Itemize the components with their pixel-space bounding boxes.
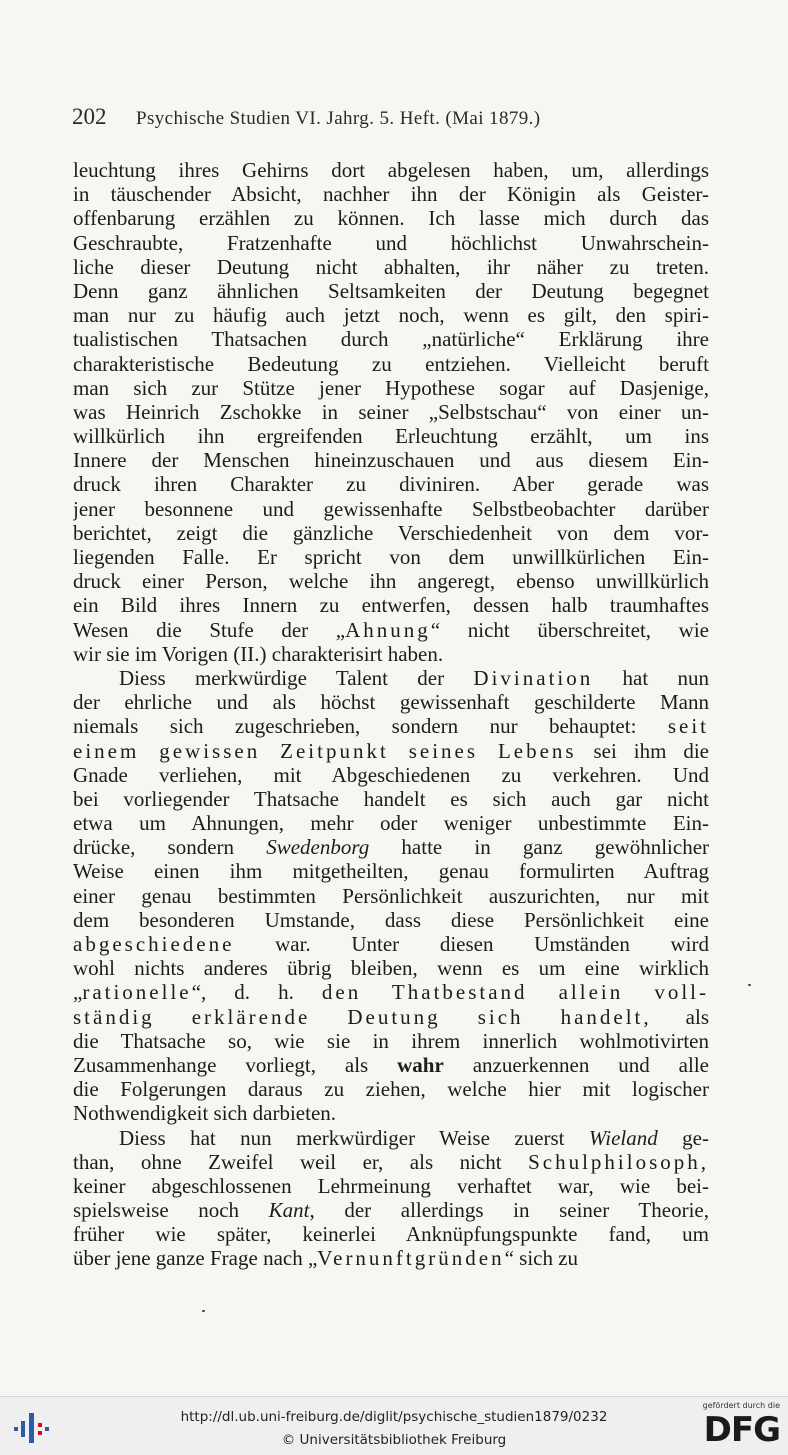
text-line: einer genau bestimmten Persönlichkeit auszurichten, nur mit — [73, 883, 709, 908]
text-line: Geschraubte, Fratzenhafte und höchlichst Unwahrschein- — [73, 230, 709, 255]
text-line: Wesen die Stufe der „Ahnung“ nicht überschreitet, wie — [73, 617, 709, 642]
text-line: niemals sich zugeschrieben, sondern nur behauptet: seit — [73, 714, 709, 739]
text-line: früher wie später, keinerlei Anknüpfungspunkte fand, um — [73, 1222, 709, 1247]
text-line: wir sie im Vorigen (II.) charakterisirt haben. — [73, 641, 444, 666]
text-line: willkürlich ihn ergreifenden Erleuchtung erzählt, um ins — [73, 424, 709, 449]
text-line: druck ihren Charakter zu diviniren. Aber gerade was — [73, 472, 709, 497]
text-line: in täuschender Absicht, nachher ihn der Königin als Geister- — [73, 182, 709, 207]
running-title: Psychische Studien VI. Jahrg. 5. Heft. (Mai 1879.) — [136, 108, 541, 129]
text-line: leuchtung ihres Gehirns dort abgelesen haben, um, allerdings — [73, 158, 709, 182]
text-line: Nothwendigkeit sich darbieten. — [73, 1101, 337, 1126]
dfg-mark: DFG — [703, 1410, 780, 1450]
text-line: ein Bild ihres Innern zu entwerfen, dessen halb traumhaftes — [73, 593, 709, 618]
text-line: charakteristische Bedeutung zu entziehen. Vielleicht beruft — [73, 351, 709, 376]
text-line: Innere der Menschen hineinzuschauen und aus diesem Ein- — [73, 448, 709, 473]
page-number: 202 — [72, 104, 107, 129]
text-line: keiner abgeschlossenen Lehrmeinung verhaftet war, wie bei- — [73, 1173, 709, 1198]
text-line: druck einer Person, welche ihn angeregt, ebenso unwillkürlich — [73, 569, 709, 594]
text-line: Diess merkwürdige Talent der Divination hat nun — [119, 665, 709, 690]
text-line: wohl nichts anderes übrig bleiben, wenn es um eine wirklich — [73, 956, 709, 981]
text-line: Weise einen ihm mitgetheilten, genau formulirten Auftrag — [73, 859, 709, 884]
text-line: abgeschiedene war. Unter diesen Umständen wird — [73, 932, 709, 956]
text-line: „rationelle“, d. h. den Thatbestand allein voll- — [73, 980, 709, 1005]
text-line: jener besonnene und gewissenhafte Selbstbeobachter darüber — [73, 496, 709, 521]
copyright-notice: © Universitätsbibliothek Freiburg — [281, 1432, 507, 1448]
text-line: berichtet, zeigt die gänzliche Verschiedenheit von dem vor- — [73, 520, 709, 545]
dfg-logo — [696, 1401, 780, 1451]
scan-speck — [202, 1310, 205, 1312]
text-line: spielsweise noch Kant, der allerdings in seiner Theorie, — [73, 1198, 709, 1223]
text-line: tualistischen Thatsachen durch „natürliche“ Erklärung ihre — [73, 327, 709, 352]
text-line: Diess hat nun merkwürdiger Weise zuerst Wieland ge- — [119, 1125, 709, 1150]
text-line: offenbarung erzählen zu können. Ich lasse mich durch das — [73, 206, 709, 231]
running-header — [72, 104, 712, 134]
text-line: Zusammenhange vorliegt, als wahr anzuerkennen und alle — [73, 1052, 709, 1077]
text-line: drücke, sondern Swedenborg hatte in ganz gewöhnlicher — [73, 835, 709, 860]
text-line: dem besonderen Umstande, dass diese Persönlichkeit eine — [73, 907, 709, 932]
permalink-url[interactable]: http://dl.ub.uni-freiburg.de/diglit/psychische_studien1879/0232 — [180, 1409, 608, 1425]
text-line: liche dieser Deutung nicht abhalten, ihr näher zu treten. — [73, 254, 709, 279]
text-line: Denn ganz ähnlichen Seltsamkeiten der Deutung begegnet — [73, 278, 709, 303]
text-line: bei vorliegender Thatsache handelt es sich auch gar nicht — [73, 786, 709, 811]
text-line: Gnade verliehen, mit Abgeschiedenen zu verkehren. Und — [73, 762, 709, 787]
text-line: man sich zur Stütze jener Hypothese sogar auf Dasjenige, — [73, 375, 709, 400]
text-line: etwa um Ahnungen, mehr oder weniger unbestimmte Ein- — [73, 811, 709, 836]
text-line: die Thatsache so, wie sie in ihrem innerlich wohlmotivirten — [73, 1028, 709, 1053]
scan-speck — [748, 984, 751, 986]
body-text — [73, 158, 709, 1271]
text-line: die Folgerungen daraus zu ziehen, welche hier mit logischer — [73, 1077, 709, 1102]
text-line: ständig erklärende Deutung sich handelt, als — [73, 1004, 709, 1029]
text-line: than, ohne Zweifel weil er, als nicht Schulphilosoph, — [73, 1149, 709, 1174]
text-line: was Heinrich Zschokke in seiner „Selbstschau“ von einer un- — [73, 399, 709, 424]
text-line: liegenden Falle. Er spricht von dem unwillkürlichen Ein- — [73, 545, 709, 569]
dfg-caption: gefördert durch die — [702, 1401, 780, 1410]
viewer-footer — [0, 1396, 788, 1455]
text-line: man nur zu häufig auch jetzt noch, wenn es gilt, den spiri- — [73, 303, 709, 328]
text-line: einem gewissen Zeitpunkt seines Lebens sei ihm die — [73, 738, 709, 763]
text-line: der ehrliche und als höchst gewissenhaft geschilderte Mann — [73, 690, 709, 715]
text-line: über jene ganze Frage nach „Vernunftgründen“ sich zu — [73, 1246, 579, 1271]
